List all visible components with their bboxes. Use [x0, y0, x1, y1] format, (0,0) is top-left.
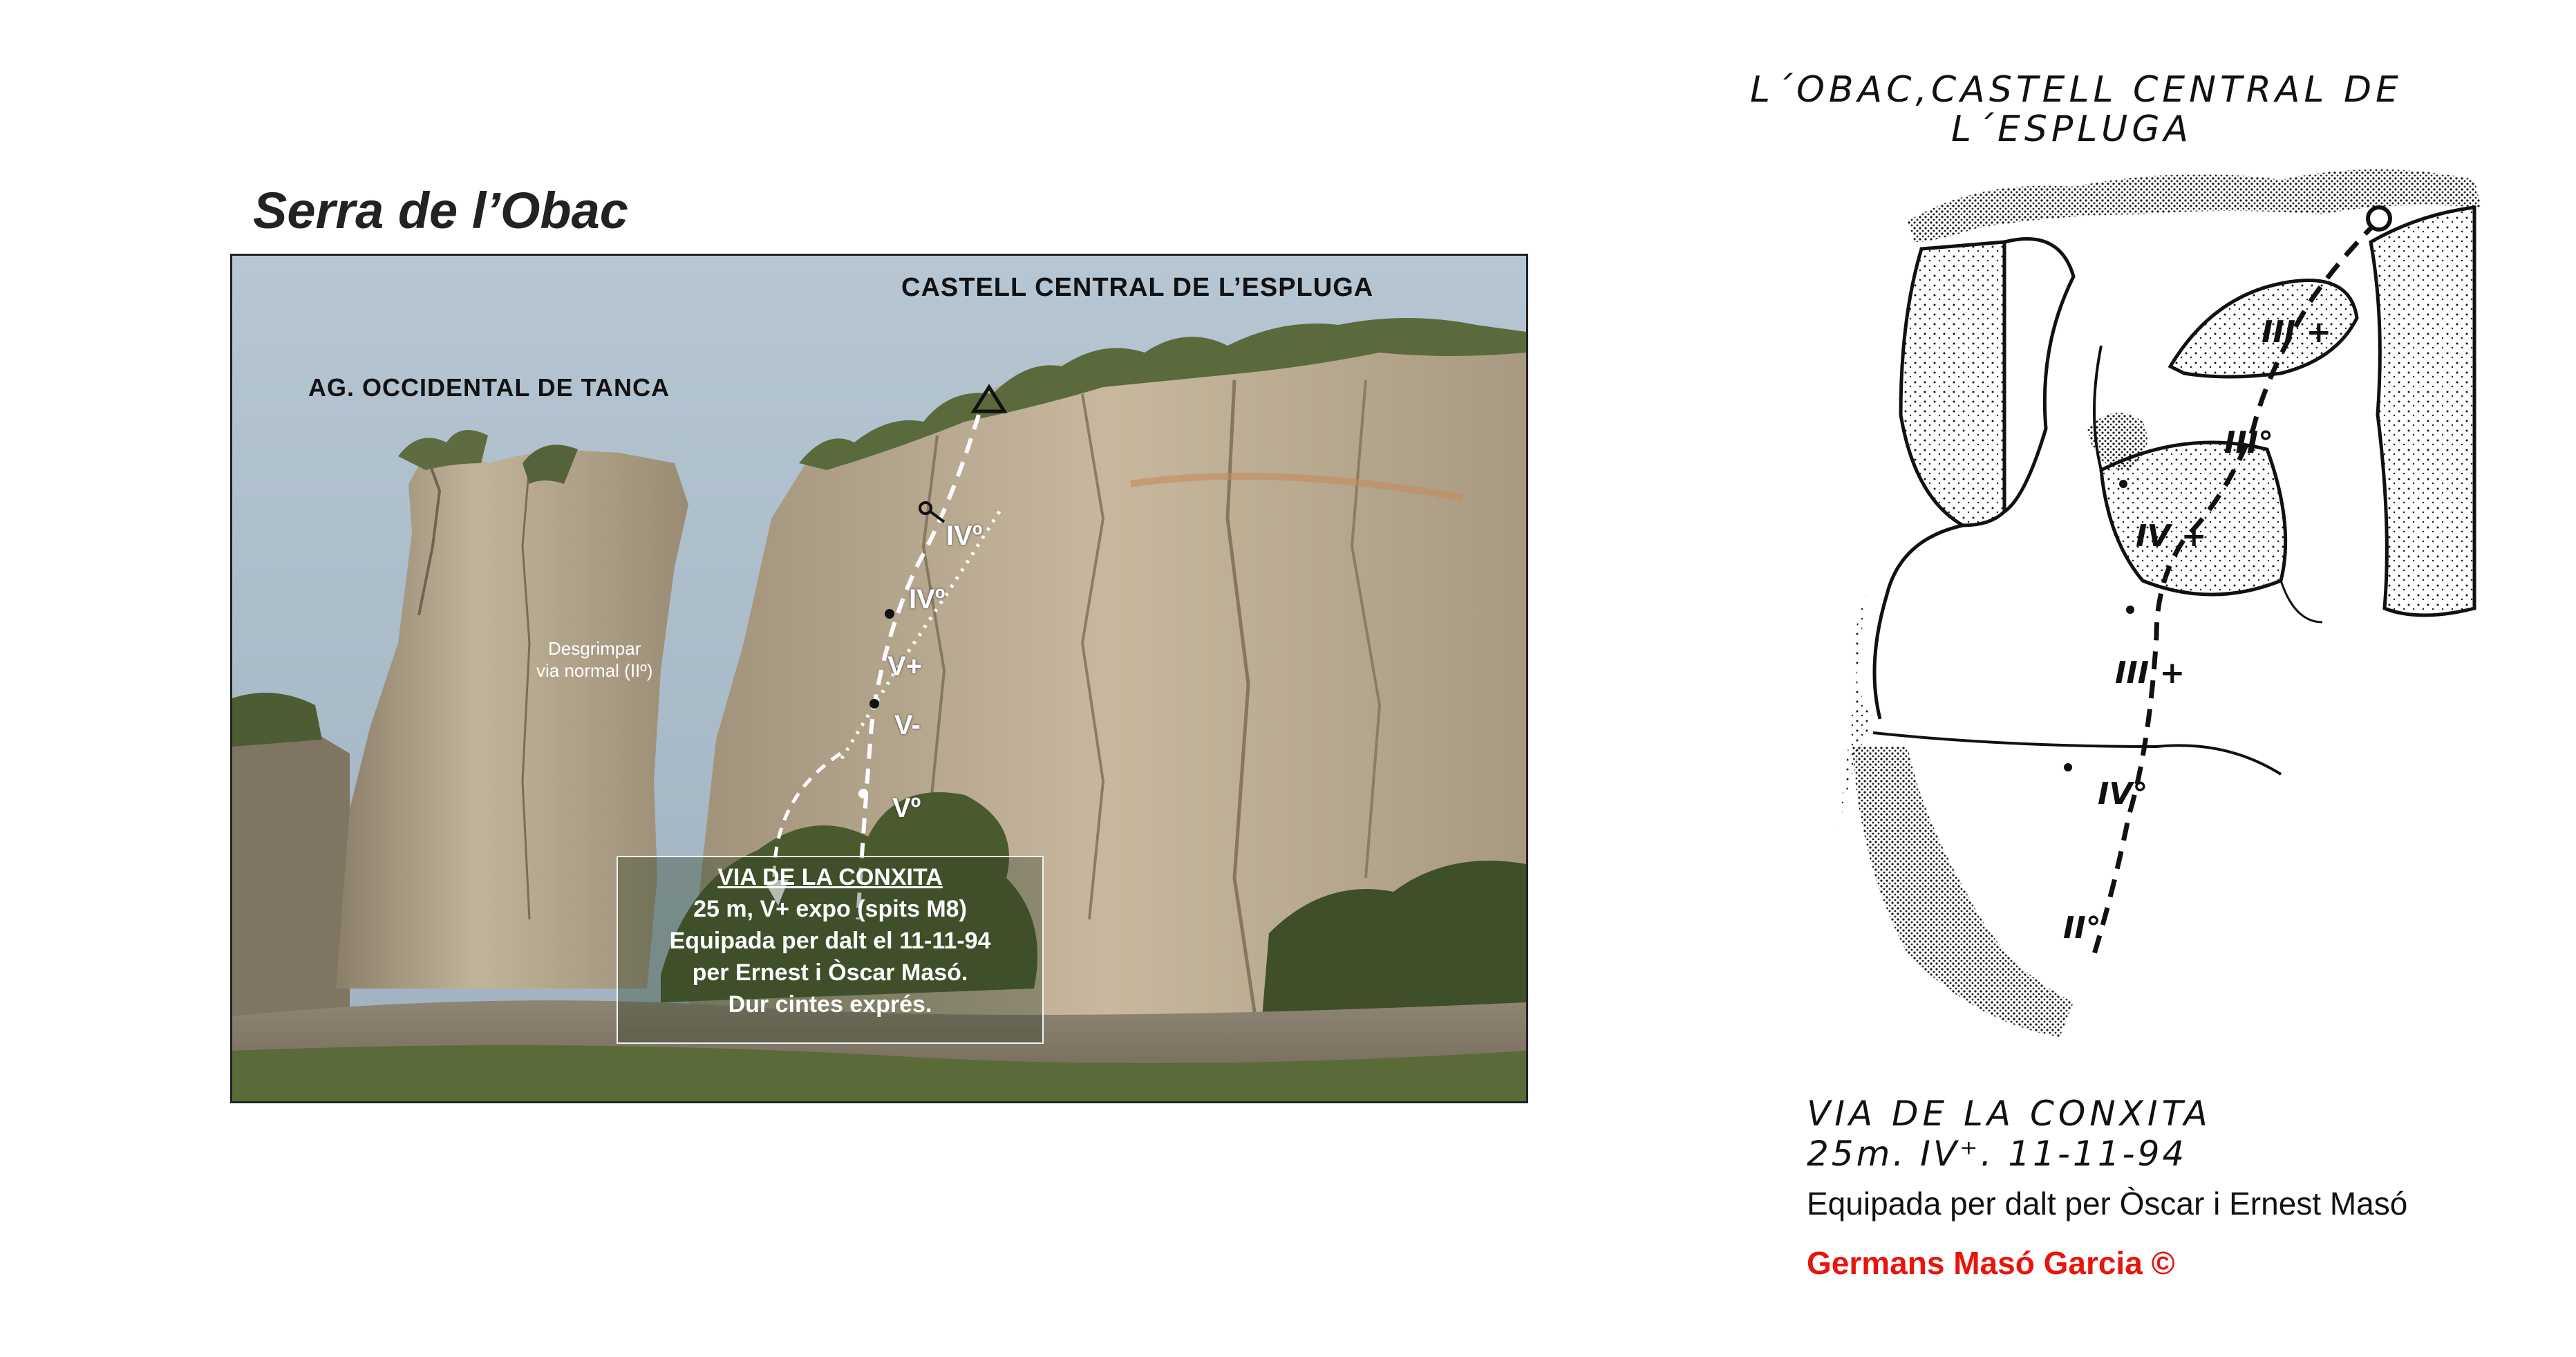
desgrimpar-label [536, 637, 652, 682]
topo-bolt [2064, 763, 2072, 771]
grade-label: Vº [892, 793, 921, 823]
info-box-line: Equipada per dalt el 11-11-94 [669, 928, 991, 954]
topo-drawing [1797, 138, 2502, 1092]
bolt-3 [858, 789, 868, 798]
desgrimpar-line2: via normal (IIº) [536, 660, 653, 681]
grade-label: IVº [909, 584, 946, 615]
topo-title-line1: L´OBAC,CASTELL CENTRAL DE [1750, 69, 2403, 111]
copyright-text: Germans Masó Garcia © [1807, 1245, 2175, 1281]
topo-grade-label: IV° [2098, 776, 2148, 812]
info-box-line: 25 m, V+ expo (spits M8) [693, 896, 967, 922]
topo-anchor-icon [2368, 207, 2390, 230]
topo-grade-label: III + [2115, 655, 2185, 691]
bolt-2 [869, 699, 879, 709]
route-info-box [617, 856, 1044, 1044]
crag-photo [230, 254, 1528, 1103]
info-box-line: Dur cintes exprés. [728, 991, 932, 1018]
topo-equipped-text: Equipada per dalt per Òscar i Ernest Masó [1807, 1186, 2408, 1222]
info-box-line: per Ernest i Òscar Masó. [692, 960, 968, 986]
grade-label: IVº [946, 521, 983, 551]
label-tanca: AG. OCCIDENTAL DE TANCA [308, 373, 670, 402]
info-box-title: VIA DE LA CONXITA [717, 864, 943, 890]
grade-label: V- [894, 710, 921, 740]
grade-label: V+ [887, 651, 923, 682]
topo-grade-label: III + [2262, 315, 2332, 350]
topo-bolt [2126, 606, 2134, 614]
topo-grade-label: IV + [2136, 518, 2207, 554]
topo-route-name: VIA DE LA CONXITA [1807, 1094, 2212, 1134]
bolt-1 [885, 609, 894, 619]
topo-title-line2: L´ESPLUGA [1951, 109, 2193, 150]
topo-route-info: 25m. IV⁺. 11-11-94 [1807, 1134, 2188, 1174]
page-title: Serra de l’Obac [253, 182, 628, 239]
desgrimpar-line1: Desgrimpar [548, 638, 641, 659]
label-castell: CASTELL CENTRAL DE L’ESPLUGA [901, 273, 1374, 302]
topo-bolt [2119, 480, 2127, 488]
topo-grade-label: III° [2224, 425, 2274, 460]
topo-grade-label: II° [2063, 910, 2101, 946]
